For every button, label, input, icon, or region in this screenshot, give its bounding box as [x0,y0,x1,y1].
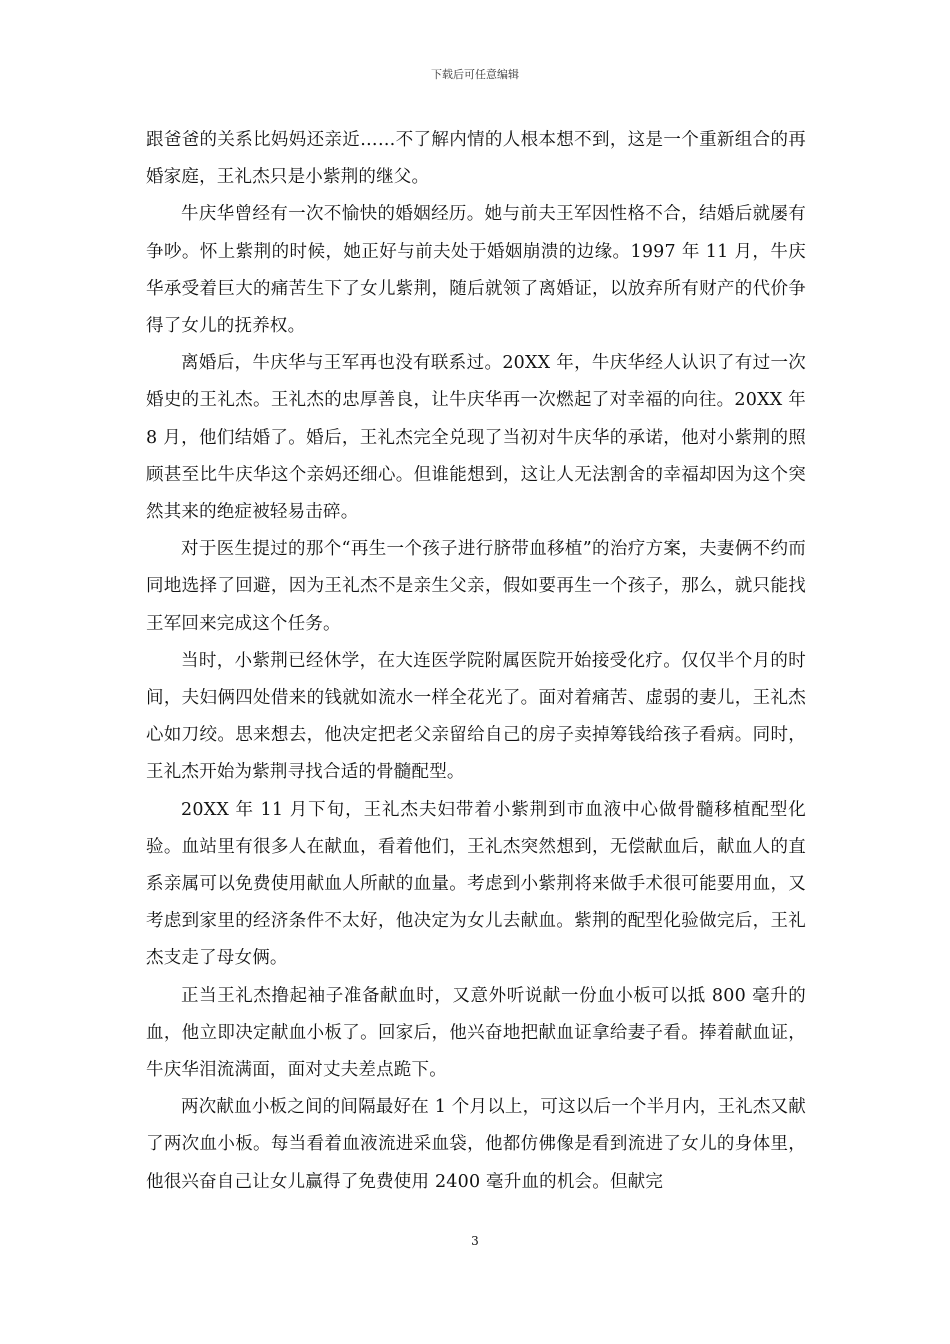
paragraph: 对于医生提过的那个“再生一个孩子进行脐带血移植”的治疗方案，夫妻俩不约而同地选择了回避，因为王礼杰不是亲生父亲，假如要再生一个孩子，那么，就只能找王军回来完成这个任务。 [146,539,806,634]
paragraph: 牛庆华曾经有一次不愉快的婚姻经历。她与前夫王军因性格不合，结婚后就屡有争吵。怀上紫荆的时候，她正好与前夫处于婚姻崩溃的边缘。1997 年 11 月，牛庆华承受着巨大的痛苦生下了女儿紫荆，随后就领了离婚证，以放弃所有财产的代价争得了女儿的抚养权。 [146,204,806,337]
page-number: 3 [471,1234,479,1248]
page-header: 下载后可任意编辑 [431,68,519,81]
paragraph: 20XX 年 11 月下旬，王礼杰夫妇带着小紫荆到市血液中心做骨髓移植配型化验。血站里有很多人在献血，看着他们，王礼杰突然想到，无偿献血后，献血人的直系亲属可以免费使用献血人所献的血量。考虑到小紫荆将来做手术很可能要用血，又考虑到家里的经济条件不太好，他决定为女儿去献血。紫荆的配型化验做完后，王礼杰支走了母女俩。 [146,799,806,969]
paragraph: 当时，小紫荆已经休学，在大连医学院附属医院开始接受化疗。仅仅半个月的时间，夫妇俩四处借来的钱就如流水一样全花光了。面对着痛苦、虚弱的妻儿，王礼杰心如刀绞。思来想去，他决定把老父亲留给自己的房子卖掉筹钱给孩子看病。同时，王礼杰开始为紫荆寻找合适的骨髓配型。 [146,650,806,783]
paragraph: 离婚后，牛庆华与王军再也没有联系过。20XX 年，牛庆华经人认识了有过一次婚史的王礼杰。王礼杰的忠厚善良，让牛庆华再一次燃起了对幸福的向往。20XX 年 8 月，他们结婚了。婚后，王礼杰完全兑现了当初对牛庆华的承诺，他对小紫荆的照顾甚至比牛庆华这个亲妈还细心。但谁能想到，这让人无法割舍的幸福却因为这个突然其来的绝症被轻易击碎。 [146,353,806,523]
paragraph: 两次献血小板之间的间隔最好在 1 个月以上，可这以后一个半月内，王礼杰又献了两次血小板。每当看着血液流进采血袋，他都仿佛像是看到流进了女儿的身体里，他很兴奋自己让女儿赢得了免费使用 2400 毫升血的机会。但献完 [146,1097,806,1192]
paragraph: 正当王礼杰撸起袖子准备献血时，又意外听说献一份血小板可以抵 800 毫升的血，他立即决定献血小板了。回家后，他兴奋地把献血证拿给妻子看。捧着献血证，牛庆华泪流满面，面对丈夫差点跪下。 [146,985,806,1081]
paragraph: 跟爸爸的关系比妈妈还亲近……不了解内情的人根本想不到，这是一个重新组合的再婚家庭，王礼杰只是小紫荆的继父。 [146,130,806,188]
document-body [146,122,806,1201]
